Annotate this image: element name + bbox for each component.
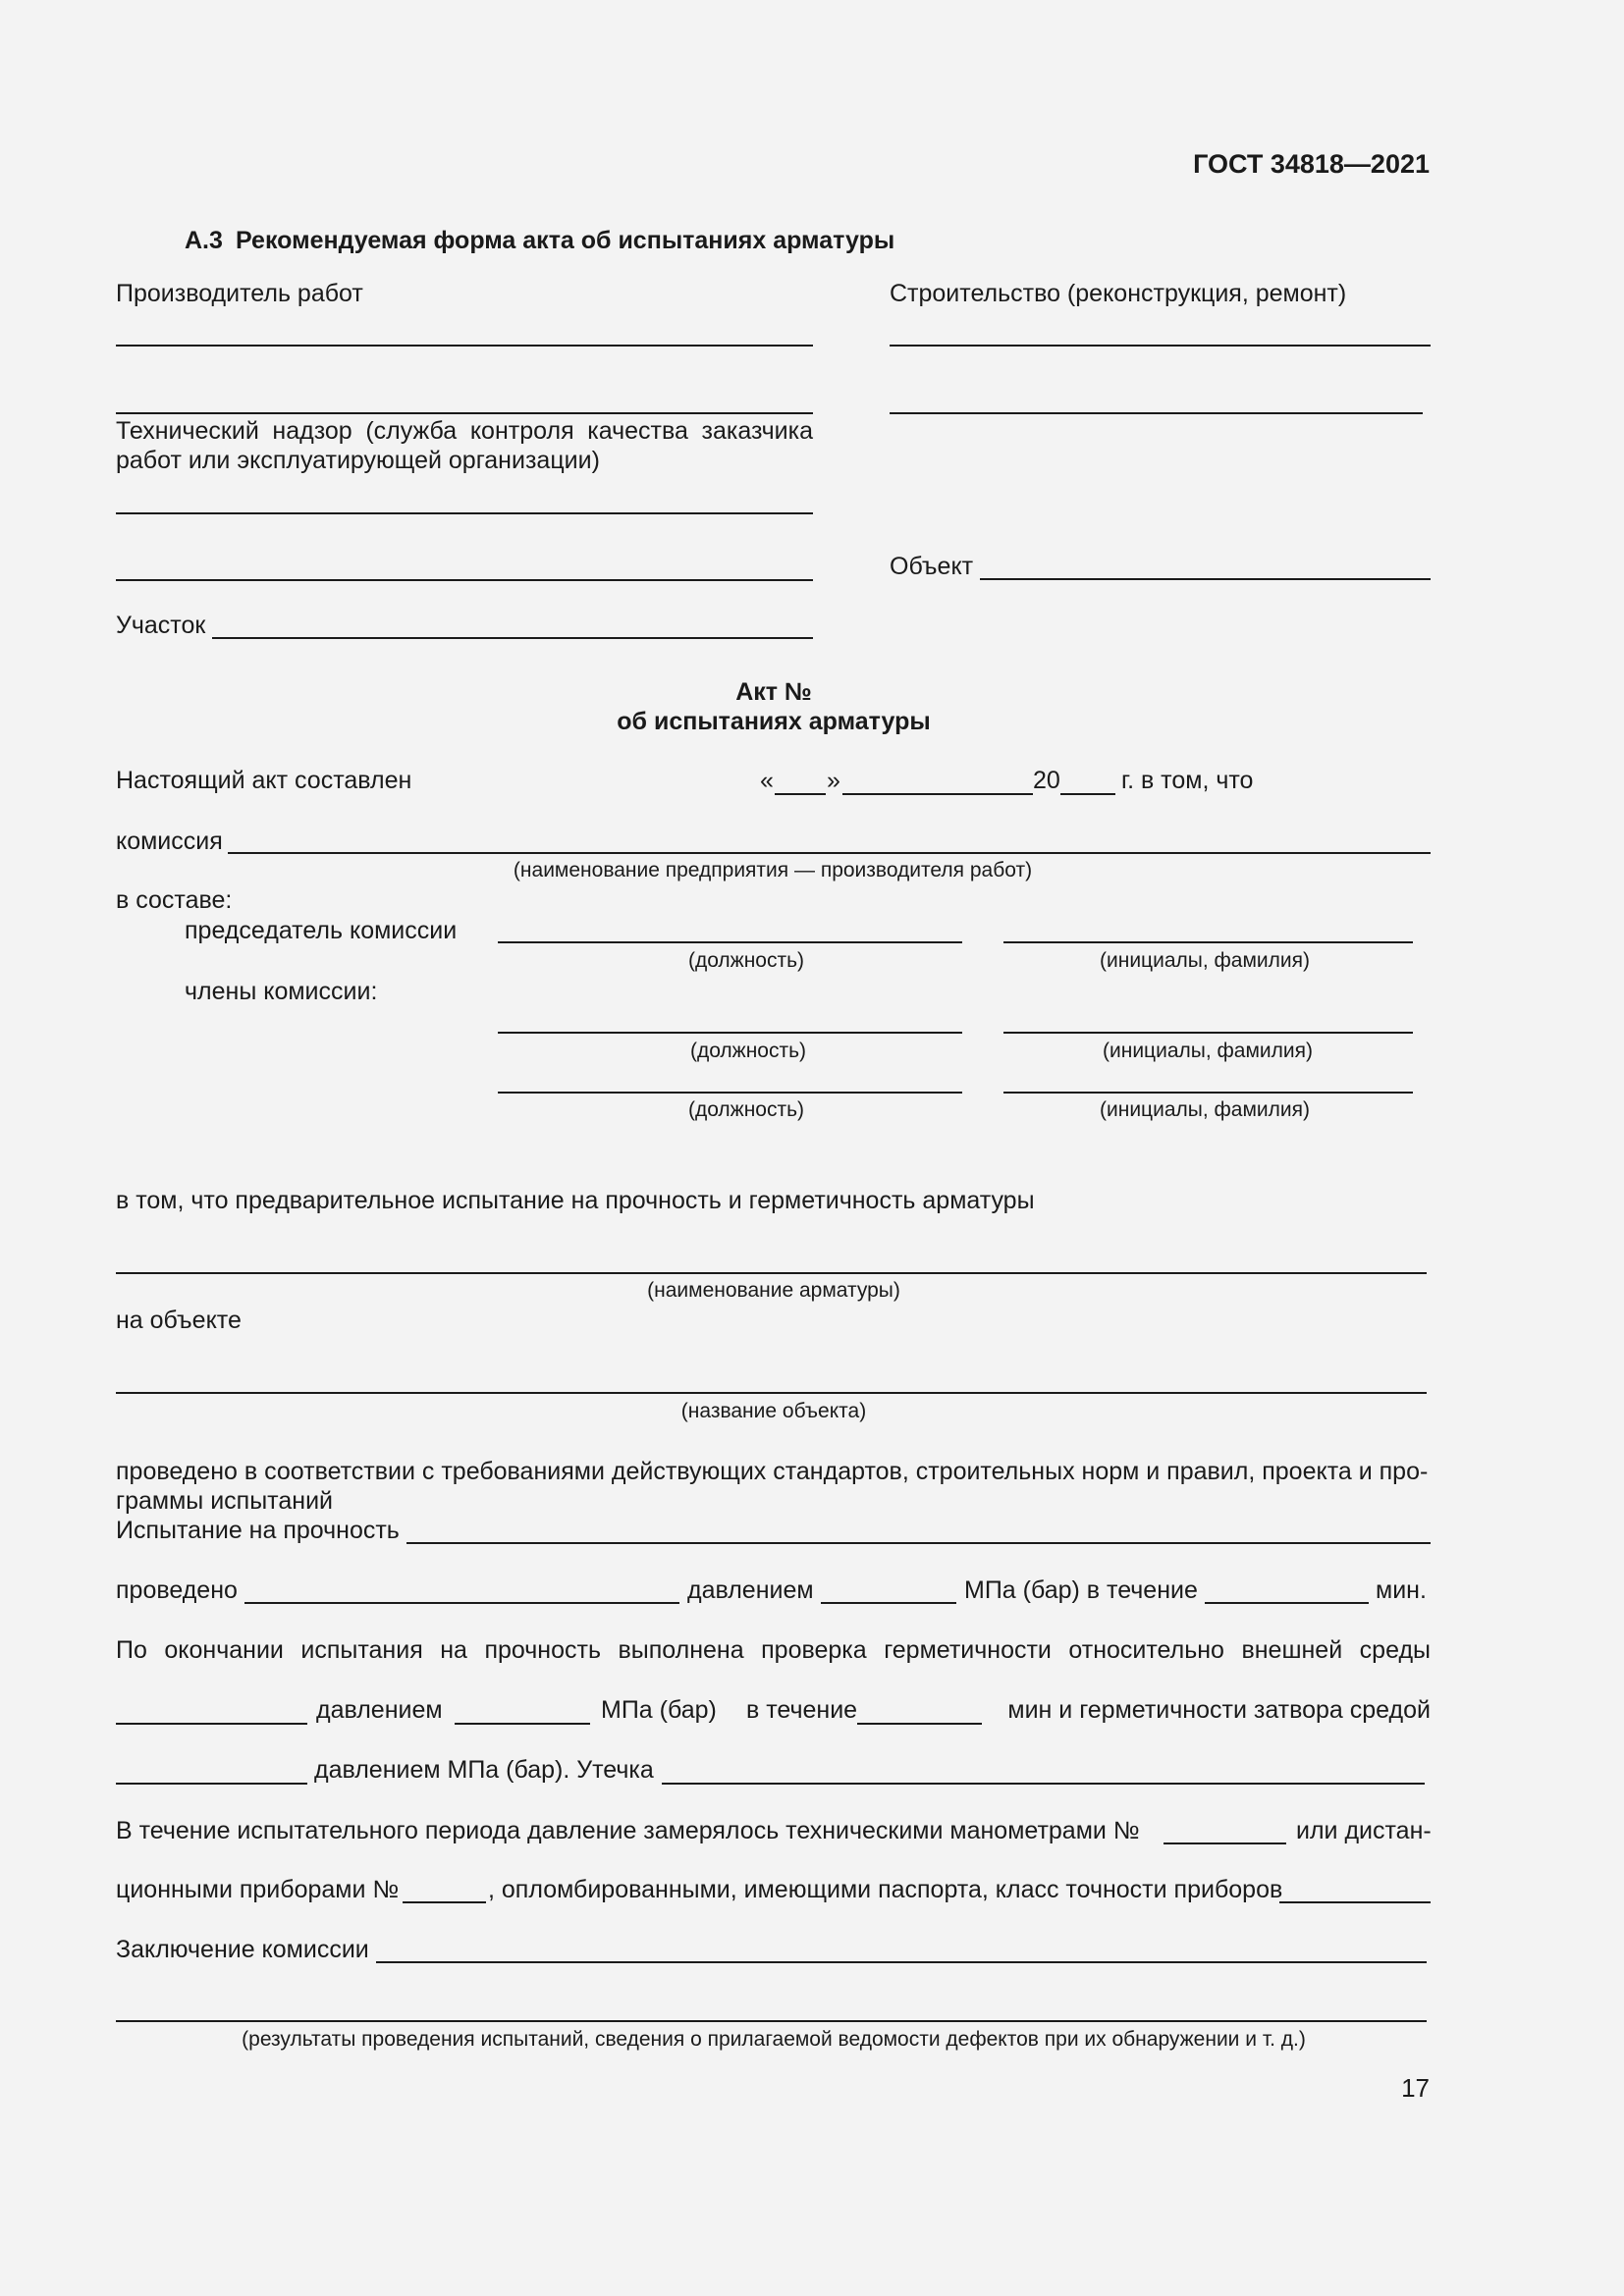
- pressure2-label: давлением: [316, 1696, 443, 1724]
- leak-line[interactable]: [662, 1783, 1425, 1785]
- object-name-caption: (название объекта): [680, 1400, 867, 1422]
- object-line[interactable]: [980, 578, 1431, 580]
- conclusion-line-1[interactable]: [376, 1961, 1427, 1963]
- min-tightness-label: мин и герметичности затвора средой: [1007, 1696, 1431, 1724]
- composed-label: Настоящий акт составлен: [116, 767, 412, 794]
- conclusion-label: Заключение комиссии: [116, 1936, 369, 1963]
- leak-medium-line[interactable]: [116, 1783, 307, 1785]
- object-label: Объект: [890, 553, 974, 580]
- construction-label: Строительство (реконструкция, ремонт): [890, 280, 1347, 307]
- preliminary-test-text: в том, что предварительное испытание на прочность и герметичность арматуры: [116, 1187, 1035, 1214]
- commission-label: комиссия: [116, 828, 223, 855]
- member2-position-caption: (должность): [687, 1098, 805, 1121]
- duration-line[interactable]: [1205, 1602, 1369, 1604]
- chairman-position-line[interactable]: [498, 941, 962, 943]
- mpa-bar-label: МПа (бар): [601, 1696, 717, 1724]
- pressure2-line[interactable]: [455, 1723, 590, 1725]
- pressure-label: давлением: [687, 1576, 814, 1604]
- after-test-text: По окончании испытания на прочность выполнена проверка герметичности относительно внешней среды: [116, 1636, 1431, 1664]
- pressure-line[interactable]: [821, 1602, 956, 1604]
- or-remote-text: или дистан-: [1296, 1817, 1432, 1844]
- member1-name-caption: (инициалы, фамилия): [1103, 1040, 1313, 1062]
- chairman-label: председатель комиссии: [185, 917, 458, 944]
- gost-header: ГОСТ 34818—2021: [1193, 149, 1430, 179]
- producer-line-2[interactable]: [116, 412, 813, 414]
- act-title: Акт №: [735, 678, 812, 706]
- tightness-medium-line[interactable]: [116, 1723, 307, 1725]
- date-quote-close: »: [827, 767, 840, 794]
- tech-supervision-line-2[interactable]: [116, 579, 813, 581]
- conclusion-line-2[interactable]: [116, 2020, 1427, 2022]
- object-name-line[interactable]: [116, 1392, 1427, 1394]
- conducted-text-1: проведено в соответствии с требованиями действующих стандартов, строительных норм и правил, проекта и про-: [116, 1458, 1429, 1485]
- producer-line-1[interactable]: [116, 345, 813, 347]
- date-quote-open: «: [760, 767, 774, 794]
- producer-label: Производитель работ: [116, 280, 363, 307]
- accuracy-class-line[interactable]: [1279, 1901, 1431, 1903]
- manometer-number-line[interactable]: [1164, 1842, 1286, 1844]
- member1-name-line[interactable]: [1003, 1032, 1413, 1034]
- section-area-line[interactable]: [212, 637, 813, 639]
- composition-label: в составе:: [116, 886, 233, 914]
- page-number: 17: [1401, 2073, 1430, 2103]
- conducted-label: проведено: [116, 1576, 238, 1604]
- in-during-label: в течение: [746, 1696, 858, 1724]
- date-day-line[interactable]: [775, 793, 826, 795]
- tech-supervision-label: Технический надзор (служба контроля качества заказчика работ или эксплуатирующей организации): [116, 417, 813, 474]
- date-year-line[interactable]: [1060, 793, 1115, 795]
- sealed-text: , опломбированными, имеющими паспорта, класс точности приборов: [488, 1876, 1283, 1903]
- act-subtitle: об испытаниях арматуры: [617, 708, 931, 735]
- member1-position-caption: (должность): [689, 1040, 807, 1062]
- tech-supervision-line-1[interactable]: [116, 512, 813, 514]
- duration2-line[interactable]: [857, 1723, 982, 1725]
- mpa-during-label: МПа (бар) в течение: [964, 1576, 1198, 1604]
- min-label: мин.: [1376, 1576, 1427, 1604]
- commission-caption: (наименование предприятия — производителя работ): [513, 859, 1033, 881]
- chairman-position-caption: (должность): [687, 949, 805, 972]
- members-label: члены комиссии:: [185, 978, 378, 1005]
- member2-position-line[interactable]: [498, 1092, 962, 1094]
- member2-name-caption: (инициалы, фамилия): [1100, 1098, 1310, 1121]
- results-caption: (результаты проведения испытаний, сведения о прилагаемой ведомости дефектов при их обнаружении и т. д.): [242, 2028, 1306, 2051]
- conducted-text-2: граммы испытаний: [116, 1487, 333, 1515]
- fitting-caption: (наименование арматуры): [647, 1279, 900, 1302]
- strength-test-label: Испытание на прочность: [116, 1517, 400, 1544]
- date-year-prefix: 20: [1033, 767, 1060, 794]
- at-object-label: на объекте: [116, 1307, 242, 1334]
- section-area-label: Участок: [116, 612, 206, 639]
- remote-devices-label: ционными приборами №: [116, 1876, 400, 1903]
- pressure-leak-label: давлением МПа (бар). Утечка: [314, 1756, 654, 1784]
- construction-line-2[interactable]: [890, 412, 1423, 414]
- member2-name-line[interactable]: [1003, 1092, 1413, 1094]
- chairman-name-caption: (инициалы, фамилия): [1100, 949, 1310, 972]
- period-text: В течение испытательного периода давление замерялось техническими манометрами №: [116, 1817, 1140, 1844]
- date-month-line[interactable]: [842, 793, 1033, 795]
- section-title: Рекомендуемая форма акта об испытаниях арматуры: [236, 227, 895, 254]
- construction-line-1[interactable]: [890, 345, 1431, 347]
- section-number: А.3: [185, 227, 223, 254]
- chairman-name-line[interactable]: [1003, 941, 1413, 943]
- conducted-line[interactable]: [244, 1602, 679, 1604]
- strength-test-line[interactable]: [406, 1542, 1431, 1544]
- member1-position-line[interactable]: [498, 1032, 962, 1034]
- date-suffix: г. в том, что: [1121, 767, 1254, 794]
- commission-line[interactable]: [228, 852, 1431, 854]
- fitting-line[interactable]: [116, 1272, 1427, 1274]
- remote-device-number-line[interactable]: [403, 1901, 486, 1903]
